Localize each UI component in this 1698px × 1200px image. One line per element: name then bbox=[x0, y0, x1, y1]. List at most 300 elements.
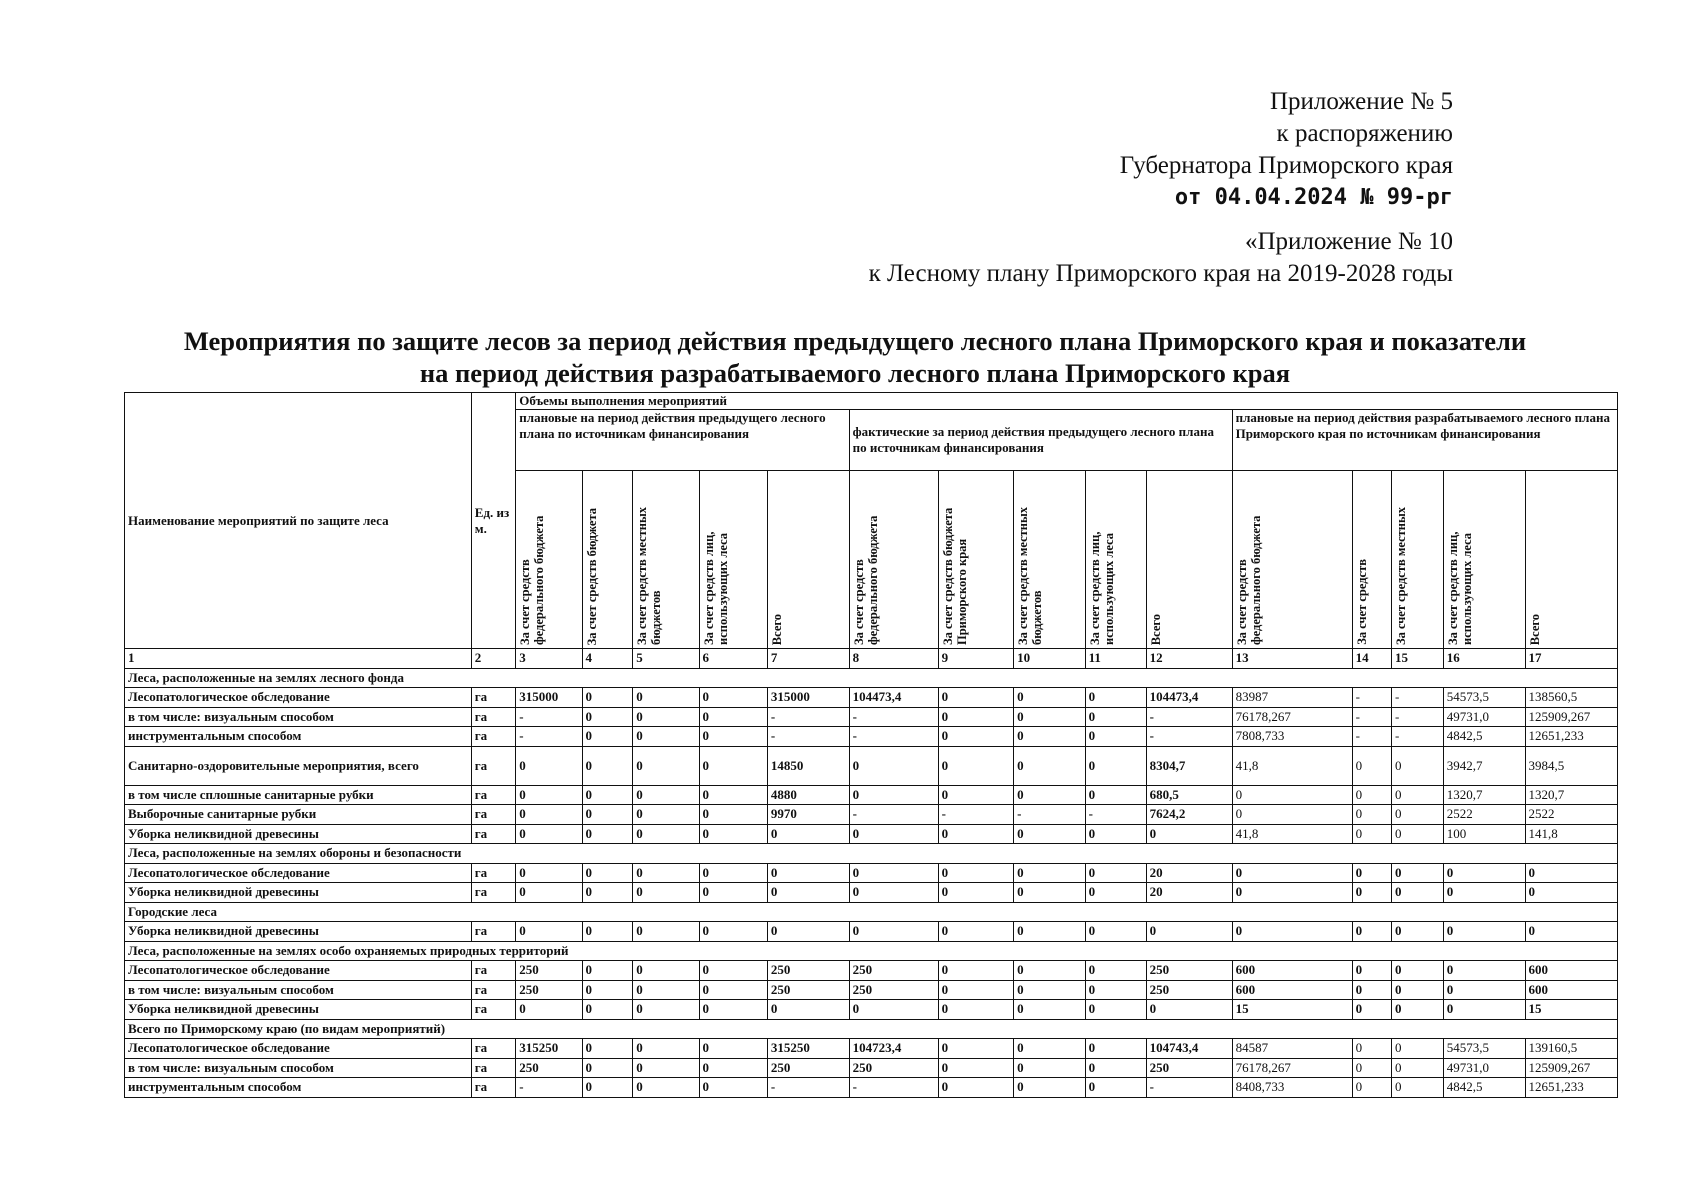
value-cell: 0 bbox=[1085, 980, 1146, 1000]
value-cell: 0 bbox=[938, 961, 1014, 981]
value-cell: 600 bbox=[1232, 961, 1352, 981]
value-cell: 0 bbox=[1391, 883, 1443, 903]
table-row bbox=[125, 746, 1618, 785]
value-cell: 0 bbox=[1352, 961, 1391, 981]
value-cell: 0 bbox=[1443, 922, 1525, 942]
value-cell: 0 bbox=[582, 707, 633, 727]
value-cell: 0 bbox=[516, 922, 582, 942]
column-number: 17 bbox=[1525, 649, 1617, 669]
column-numbers-row bbox=[125, 649, 1618, 669]
value-cell: 0 bbox=[516, 863, 582, 883]
g2-col-local: За счет средств местных бюджетов bbox=[1014, 471, 1085, 649]
value-cell: 0 bbox=[582, 727, 633, 747]
column-number: 4 bbox=[582, 649, 633, 669]
value-cell: 0 bbox=[633, 688, 699, 708]
column-number: 5 bbox=[633, 649, 699, 669]
value-cell: 0 bbox=[1085, 1039, 1146, 1059]
value-cell: 0 bbox=[1232, 805, 1352, 825]
activity-name: Выборочные санитарные рубки bbox=[125, 805, 472, 825]
value-cell: 0 bbox=[1085, 961, 1146, 981]
value-cell: 250 bbox=[516, 961, 582, 981]
header-volumes: Объемы выполнения мероприятий bbox=[516, 393, 1618, 410]
value-cell: 0 bbox=[1232, 785, 1352, 805]
value-cell: 0 bbox=[1085, 1078, 1146, 1098]
activity-name: инструментальным способом bbox=[125, 1078, 472, 1098]
value-cell: 104743,4 bbox=[1146, 1039, 1232, 1059]
value-cell: 84587 bbox=[1232, 1039, 1352, 1059]
value-cell: 315250 bbox=[767, 1039, 849, 1059]
g1-col-federal: За счет средств федерального бюджета bbox=[516, 471, 582, 649]
column-number: 6 bbox=[699, 649, 767, 669]
value-cell: 0 bbox=[699, 922, 767, 942]
value-cell: 600 bbox=[1525, 980, 1617, 1000]
value-cell: 0 bbox=[1391, 980, 1443, 1000]
value-cell: 15 bbox=[1525, 1000, 1617, 1020]
value-cell: 0 bbox=[582, 1078, 633, 1098]
value-cell: 0 bbox=[767, 863, 849, 883]
order-date-number: от 04.04.2024 № 99-рг bbox=[1174, 185, 1453, 210]
value-cell: 0 bbox=[1014, 1039, 1085, 1059]
value-cell: 0 bbox=[582, 980, 633, 1000]
unit-cell: га bbox=[471, 805, 516, 825]
g1-col-local: За счет средств местных бюджетов bbox=[633, 471, 699, 649]
g3-col-regional: За счет средств bbox=[1352, 471, 1391, 649]
section-title: Городские леса bbox=[125, 902, 1618, 922]
table-row bbox=[125, 1039, 1618, 1059]
value-cell: 250 bbox=[767, 1058, 849, 1078]
value-cell: 0 bbox=[1146, 1000, 1232, 1020]
value-cell: 0 bbox=[699, 1000, 767, 1020]
value-cell: 1320,7 bbox=[1443, 785, 1525, 805]
value-cell: 0 bbox=[582, 1058, 633, 1078]
table-row bbox=[125, 688, 1618, 708]
value-cell: 54573,5 bbox=[1443, 1039, 1525, 1059]
value-cell: - bbox=[1085, 805, 1146, 825]
table-row bbox=[125, 824, 1618, 844]
value-cell: 0 bbox=[699, 805, 767, 825]
value-cell: - bbox=[516, 727, 582, 747]
table-row bbox=[125, 1058, 1618, 1078]
value-cell: 2522 bbox=[1525, 805, 1617, 825]
value-cell: 0 bbox=[1391, 805, 1443, 825]
value-cell: 250 bbox=[849, 1058, 938, 1078]
value-cell: - bbox=[1014, 805, 1085, 825]
value-cell: 76178,267 bbox=[1232, 1058, 1352, 1078]
value-cell: 9970 bbox=[767, 805, 849, 825]
value-cell: 0 bbox=[1232, 883, 1352, 903]
value-cell: 0 bbox=[938, 688, 1014, 708]
value-cell: - bbox=[849, 1078, 938, 1098]
section-row bbox=[125, 941, 1618, 961]
value-cell: 0 bbox=[1525, 883, 1617, 903]
value-cell: 315250 bbox=[516, 1039, 582, 1059]
activity-name: Лесопатологическое обследование bbox=[125, 1039, 472, 1059]
unit-cell: га bbox=[471, 824, 516, 844]
value-cell: - bbox=[1352, 688, 1391, 708]
value-cell: 0 bbox=[1085, 824, 1146, 844]
value-cell: 0 bbox=[938, 785, 1014, 805]
value-cell: 0 bbox=[1391, 785, 1443, 805]
value-cell: 2522 bbox=[1443, 805, 1525, 825]
value-cell: 0 bbox=[516, 785, 582, 805]
value-cell: 0 bbox=[767, 922, 849, 942]
value-cell: 0 bbox=[938, 980, 1014, 1000]
value-cell: 250 bbox=[767, 961, 849, 981]
g1-col-total: Всего bbox=[767, 471, 849, 649]
value-cell: 0 bbox=[582, 785, 633, 805]
activity-name: Уборка неликвидной древесины bbox=[125, 883, 472, 903]
unit-cell: га bbox=[471, 785, 516, 805]
value-cell: - bbox=[1146, 727, 1232, 747]
g3-col-total: Всего bbox=[1525, 471, 1617, 649]
value-cell: 0 bbox=[699, 883, 767, 903]
value-cell: 104473,4 bbox=[849, 688, 938, 708]
value-cell: 250 bbox=[849, 980, 938, 1000]
value-cell: 0 bbox=[1014, 863, 1085, 883]
value-cell: 0 bbox=[1352, 1039, 1391, 1059]
value-cell: 0 bbox=[938, 824, 1014, 844]
activity-name: Уборка неликвидной древесины bbox=[125, 922, 472, 942]
value-cell: 0 bbox=[582, 746, 633, 785]
value-cell: 0 bbox=[1352, 863, 1391, 883]
value-cell: 0 bbox=[516, 883, 582, 903]
value-cell: 0 bbox=[1014, 1058, 1085, 1078]
value-cell: 0 bbox=[1014, 824, 1085, 844]
value-cell: 0 bbox=[516, 824, 582, 844]
value-cell: 0 bbox=[582, 1039, 633, 1059]
table-row bbox=[125, 980, 1618, 1000]
value-cell: 0 bbox=[1391, 824, 1443, 844]
activity-name: Уборка неликвидной древесины bbox=[125, 824, 472, 844]
value-cell: 0 bbox=[699, 1078, 767, 1098]
value-cell: 41,8 bbox=[1232, 746, 1352, 785]
g2-col-federal: За счет средств федерального бюджета bbox=[849, 471, 938, 649]
value-cell: 0 bbox=[516, 805, 582, 825]
value-cell: 49731,0 bbox=[1443, 707, 1525, 727]
value-cell: 0 bbox=[582, 922, 633, 942]
value-cell: 0 bbox=[1352, 824, 1391, 844]
value-cell: 0 bbox=[1391, 1078, 1443, 1098]
value-cell: 0 bbox=[1014, 746, 1085, 785]
section-title: Леса, расположенные на землях особо охраняемых природных территорий bbox=[125, 941, 1618, 961]
activity-name: Лесопатологическое обследование bbox=[125, 961, 472, 981]
value-cell: 3942,7 bbox=[1443, 746, 1525, 785]
value-cell: 0 bbox=[1085, 688, 1146, 708]
activity-name: Санитарно-оздоровительные мероприятия, всего bbox=[125, 746, 472, 785]
value-cell: 0 bbox=[1352, 980, 1391, 1000]
value-cell: 0 bbox=[1443, 1000, 1525, 1020]
activity-name: Лесопатологическое обследование bbox=[125, 688, 472, 708]
value-cell: 250 bbox=[767, 980, 849, 1000]
value-cell: 0 bbox=[633, 961, 699, 981]
value-cell: 0 bbox=[699, 961, 767, 981]
value-cell: 0 bbox=[1085, 707, 1146, 727]
header-group-planned-new: плановые на период действия разрабатываемого лесного плана Приморского края по источникам финансирования bbox=[1232, 410, 1617, 471]
value-cell: 0 bbox=[938, 746, 1014, 785]
value-cell: 0 bbox=[1014, 1078, 1085, 1098]
section-row bbox=[125, 668, 1618, 688]
g3-col-local: За счет средств местных bbox=[1391, 471, 1443, 649]
appendix-header-2 bbox=[869, 226, 1453, 290]
table-row bbox=[125, 1000, 1618, 1020]
value-cell: 0 bbox=[582, 824, 633, 844]
value-cell: 83987 bbox=[1232, 688, 1352, 708]
g3-col-users: За счет средств лиц, использующих леса bbox=[1443, 471, 1525, 649]
value-cell: 0 bbox=[1014, 707, 1085, 727]
value-cell: 4880 bbox=[767, 785, 849, 805]
value-cell: 600 bbox=[1232, 980, 1352, 1000]
activity-name: в том числе сплошные санитарные рубки bbox=[125, 785, 472, 805]
appendix-governor: Губернатора Приморского края bbox=[1119, 152, 1453, 179]
value-cell: 0 bbox=[1352, 1000, 1391, 1020]
unit-cell: га bbox=[471, 1000, 516, 1020]
value-cell: 0 bbox=[938, 1078, 1014, 1098]
value-cell: - bbox=[938, 805, 1014, 825]
value-cell: 600 bbox=[1525, 961, 1617, 981]
value-cell: 0 bbox=[849, 922, 938, 942]
value-cell: 0 bbox=[582, 961, 633, 981]
value-cell: 1320,7 bbox=[1525, 785, 1617, 805]
value-cell: 0 bbox=[1014, 727, 1085, 747]
value-cell: 8408,733 bbox=[1232, 1078, 1352, 1098]
value-cell: 0 bbox=[938, 707, 1014, 727]
value-cell: 8304,7 bbox=[1146, 746, 1232, 785]
activity-name: Лесопатологическое обследование bbox=[125, 863, 472, 883]
value-cell: 0 bbox=[1352, 883, 1391, 903]
value-cell: 15 bbox=[1232, 1000, 1352, 1020]
value-cell: 0 bbox=[699, 707, 767, 727]
header-unit: Ед. из м. bbox=[471, 393, 516, 649]
value-cell: 250 bbox=[516, 980, 582, 1000]
value-cell: 12651,233 bbox=[1525, 1078, 1617, 1098]
value-cell: 104723,4 bbox=[849, 1039, 938, 1059]
value-cell: 125909,267 bbox=[1525, 1058, 1617, 1078]
table-row bbox=[125, 1078, 1618, 1098]
section-row bbox=[125, 1019, 1618, 1039]
value-cell: 0 bbox=[938, 883, 1014, 903]
value-cell: 0 bbox=[699, 863, 767, 883]
section-title: Всего по Приморскому краю (по видам мероприятий) bbox=[125, 1019, 1618, 1039]
value-cell: 0 bbox=[849, 785, 938, 805]
unit-cell: га bbox=[471, 746, 516, 785]
document-title bbox=[90, 325, 1620, 389]
value-cell: 4842,5 bbox=[1443, 727, 1525, 747]
value-cell: 20 bbox=[1146, 863, 1232, 883]
activity-name: в том числе: визуальным способом bbox=[125, 980, 472, 1000]
g1-col-regional: За счет средств бюджета bbox=[582, 471, 633, 649]
value-cell: 0 bbox=[1014, 922, 1085, 942]
value-cell: 0 bbox=[1085, 727, 1146, 747]
value-cell: - bbox=[849, 707, 938, 727]
value-cell: 0 bbox=[1085, 863, 1146, 883]
value-cell: 20 bbox=[1146, 883, 1232, 903]
unit-cell: га bbox=[471, 863, 516, 883]
header-activity-name: Наименование мероприятий по защите леса bbox=[125, 393, 472, 649]
value-cell: 0 bbox=[1443, 883, 1525, 903]
table-body bbox=[125, 668, 1618, 1097]
value-cell: 0 bbox=[633, 727, 699, 747]
value-cell: 0 bbox=[1085, 1000, 1146, 1020]
value-cell: 0 bbox=[633, 746, 699, 785]
value-cell: 0 bbox=[699, 688, 767, 708]
unit-cell: га bbox=[471, 883, 516, 903]
unit-cell: га bbox=[471, 961, 516, 981]
value-cell: 0 bbox=[938, 1000, 1014, 1020]
value-cell: 7624,2 bbox=[1146, 805, 1232, 825]
section-row bbox=[125, 844, 1618, 864]
unit-cell: га bbox=[471, 727, 516, 747]
value-cell: 0 bbox=[1014, 1000, 1085, 1020]
table-row bbox=[125, 883, 1618, 903]
value-cell: 315000 bbox=[516, 688, 582, 708]
value-cell: 0 bbox=[1232, 863, 1352, 883]
value-cell: 315000 bbox=[767, 688, 849, 708]
value-cell: 250 bbox=[1146, 1058, 1232, 1078]
g2-col-regional: За счет средств бюджета Приморского края bbox=[938, 471, 1014, 649]
value-cell: 0 bbox=[1391, 922, 1443, 942]
value-cell: 0 bbox=[633, 1000, 699, 1020]
value-cell: - bbox=[516, 1078, 582, 1098]
value-cell: 0 bbox=[633, 805, 699, 825]
value-cell: 0 bbox=[938, 922, 1014, 942]
column-number: 14 bbox=[1352, 649, 1391, 669]
activity-name: инструментальным способом bbox=[125, 727, 472, 747]
value-cell: - bbox=[767, 707, 849, 727]
value-cell: 0 bbox=[938, 1039, 1014, 1059]
value-cell: 0 bbox=[699, 1058, 767, 1078]
value-cell: 250 bbox=[849, 961, 938, 981]
table-row bbox=[125, 785, 1618, 805]
column-number: 2 bbox=[471, 649, 516, 669]
value-cell: - bbox=[516, 707, 582, 727]
value-cell: - bbox=[1352, 707, 1391, 727]
value-cell: 0 bbox=[1014, 961, 1085, 981]
value-cell: 0 bbox=[1085, 746, 1146, 785]
value-cell: 125909,267 bbox=[1525, 707, 1617, 727]
value-cell: 76178,267 bbox=[1232, 707, 1352, 727]
column-number: 13 bbox=[1232, 649, 1352, 669]
value-cell: 0 bbox=[1352, 805, 1391, 825]
column-number: 9 bbox=[938, 649, 1014, 669]
value-cell: 0 bbox=[849, 824, 938, 844]
value-cell: 14850 bbox=[767, 746, 849, 785]
appendix-number-10: «Приложение № 10 bbox=[1244, 228, 1453, 255]
value-cell: 0 bbox=[633, 707, 699, 727]
value-cell: 0 bbox=[1085, 922, 1146, 942]
value-cell: 49731,0 bbox=[1443, 1058, 1525, 1078]
value-cell: - bbox=[849, 805, 938, 825]
g2-col-users: За счет средств лиц, использующих леса bbox=[1085, 471, 1146, 649]
value-cell: 100 bbox=[1443, 824, 1525, 844]
value-cell: 0 bbox=[516, 1000, 582, 1020]
value-cell: 0 bbox=[1146, 922, 1232, 942]
table-row bbox=[125, 863, 1618, 883]
value-cell: 0 bbox=[1391, 1058, 1443, 1078]
value-cell: 250 bbox=[1146, 961, 1232, 981]
column-number: 8 bbox=[849, 649, 938, 669]
value-cell: 0 bbox=[633, 1078, 699, 1098]
activity-name: в том числе: визуальным способом bbox=[125, 1058, 472, 1078]
value-cell: 0 bbox=[1352, 746, 1391, 785]
value-cell: 0 bbox=[699, 980, 767, 1000]
value-cell: 0 bbox=[1085, 785, 1146, 805]
column-number: 7 bbox=[767, 649, 849, 669]
value-cell: 0 bbox=[633, 1039, 699, 1059]
value-cell: 0 bbox=[699, 746, 767, 785]
value-cell: - bbox=[1391, 727, 1443, 747]
unit-cell: га bbox=[471, 922, 516, 942]
value-cell: 0 bbox=[849, 746, 938, 785]
value-cell: 0 bbox=[1352, 1058, 1391, 1078]
value-cell: - bbox=[1146, 1078, 1232, 1098]
value-cell: 0 bbox=[1525, 922, 1617, 942]
value-cell: 0 bbox=[1391, 1000, 1443, 1020]
value-cell: 0 bbox=[767, 824, 849, 844]
g3-col-federal: За счет средств федерального бюджета bbox=[1232, 471, 1352, 649]
title-line-1: Мероприятия по защите лесов за период действия предыдущего лесного плана Приморского края и показатели bbox=[183, 326, 1527, 356]
value-cell: 0 bbox=[1014, 980, 1085, 1000]
value-cell: 0 bbox=[1352, 1078, 1391, 1098]
table-row bbox=[125, 805, 1618, 825]
value-cell: 104473,4 bbox=[1146, 688, 1232, 708]
value-cell: 138560,5 bbox=[1525, 688, 1617, 708]
value-cell: 250 bbox=[1146, 980, 1232, 1000]
appendix-to-order: к распоряжению bbox=[1276, 120, 1453, 147]
value-cell: 0 bbox=[849, 883, 938, 903]
value-cell: 0 bbox=[938, 863, 1014, 883]
value-cell: 0 bbox=[699, 727, 767, 747]
value-cell: 0 bbox=[1352, 785, 1391, 805]
value-cell: 0 bbox=[1352, 922, 1391, 942]
section-title: Леса, расположенные на землях обороны и безопасности bbox=[125, 844, 1618, 864]
g1-col-users: За счет средств лиц, использующих леса bbox=[699, 471, 767, 649]
section-title: Леса, расположенные на землях лесного фонда bbox=[125, 668, 1618, 688]
value-cell: 0 bbox=[1014, 688, 1085, 708]
value-cell: 0 bbox=[582, 883, 633, 903]
table-row bbox=[125, 727, 1618, 747]
unit-cell: га bbox=[471, 1039, 516, 1059]
value-cell: 0 bbox=[633, 1058, 699, 1078]
value-cell: 0 bbox=[582, 1000, 633, 1020]
table-row bbox=[125, 961, 1618, 981]
value-cell: 139160,5 bbox=[1525, 1039, 1617, 1059]
value-cell: 0 bbox=[582, 805, 633, 825]
value-cell: - bbox=[849, 727, 938, 747]
value-cell: 0 bbox=[1085, 1058, 1146, 1078]
value-cell: 141,8 bbox=[1525, 824, 1617, 844]
column-number: 16 bbox=[1443, 649, 1525, 669]
value-cell: 0 bbox=[633, 863, 699, 883]
column-number: 10 bbox=[1014, 649, 1085, 669]
value-cell: 0 bbox=[1443, 961, 1525, 981]
table-row bbox=[125, 707, 1618, 727]
unit-cell: га bbox=[471, 688, 516, 708]
value-cell: 250 bbox=[516, 1058, 582, 1078]
value-cell: 0 bbox=[516, 746, 582, 785]
value-cell: 0 bbox=[699, 824, 767, 844]
value-cell: - bbox=[767, 1078, 849, 1098]
value-cell: 680,5 bbox=[1146, 785, 1232, 805]
value-cell: 0 bbox=[767, 883, 849, 903]
unit-cell: га bbox=[471, 980, 516, 1000]
header-group-planned-previous: плановые на период действия предыдущего лесного плана по источникам финансирования bbox=[516, 410, 849, 471]
value-cell: 0 bbox=[938, 1058, 1014, 1078]
value-cell: 0 bbox=[582, 688, 633, 708]
column-number: 1 bbox=[125, 649, 472, 669]
value-cell: 4842,5 bbox=[1443, 1078, 1525, 1098]
value-cell: 0 bbox=[767, 1000, 849, 1020]
column-number: 15 bbox=[1391, 649, 1443, 669]
